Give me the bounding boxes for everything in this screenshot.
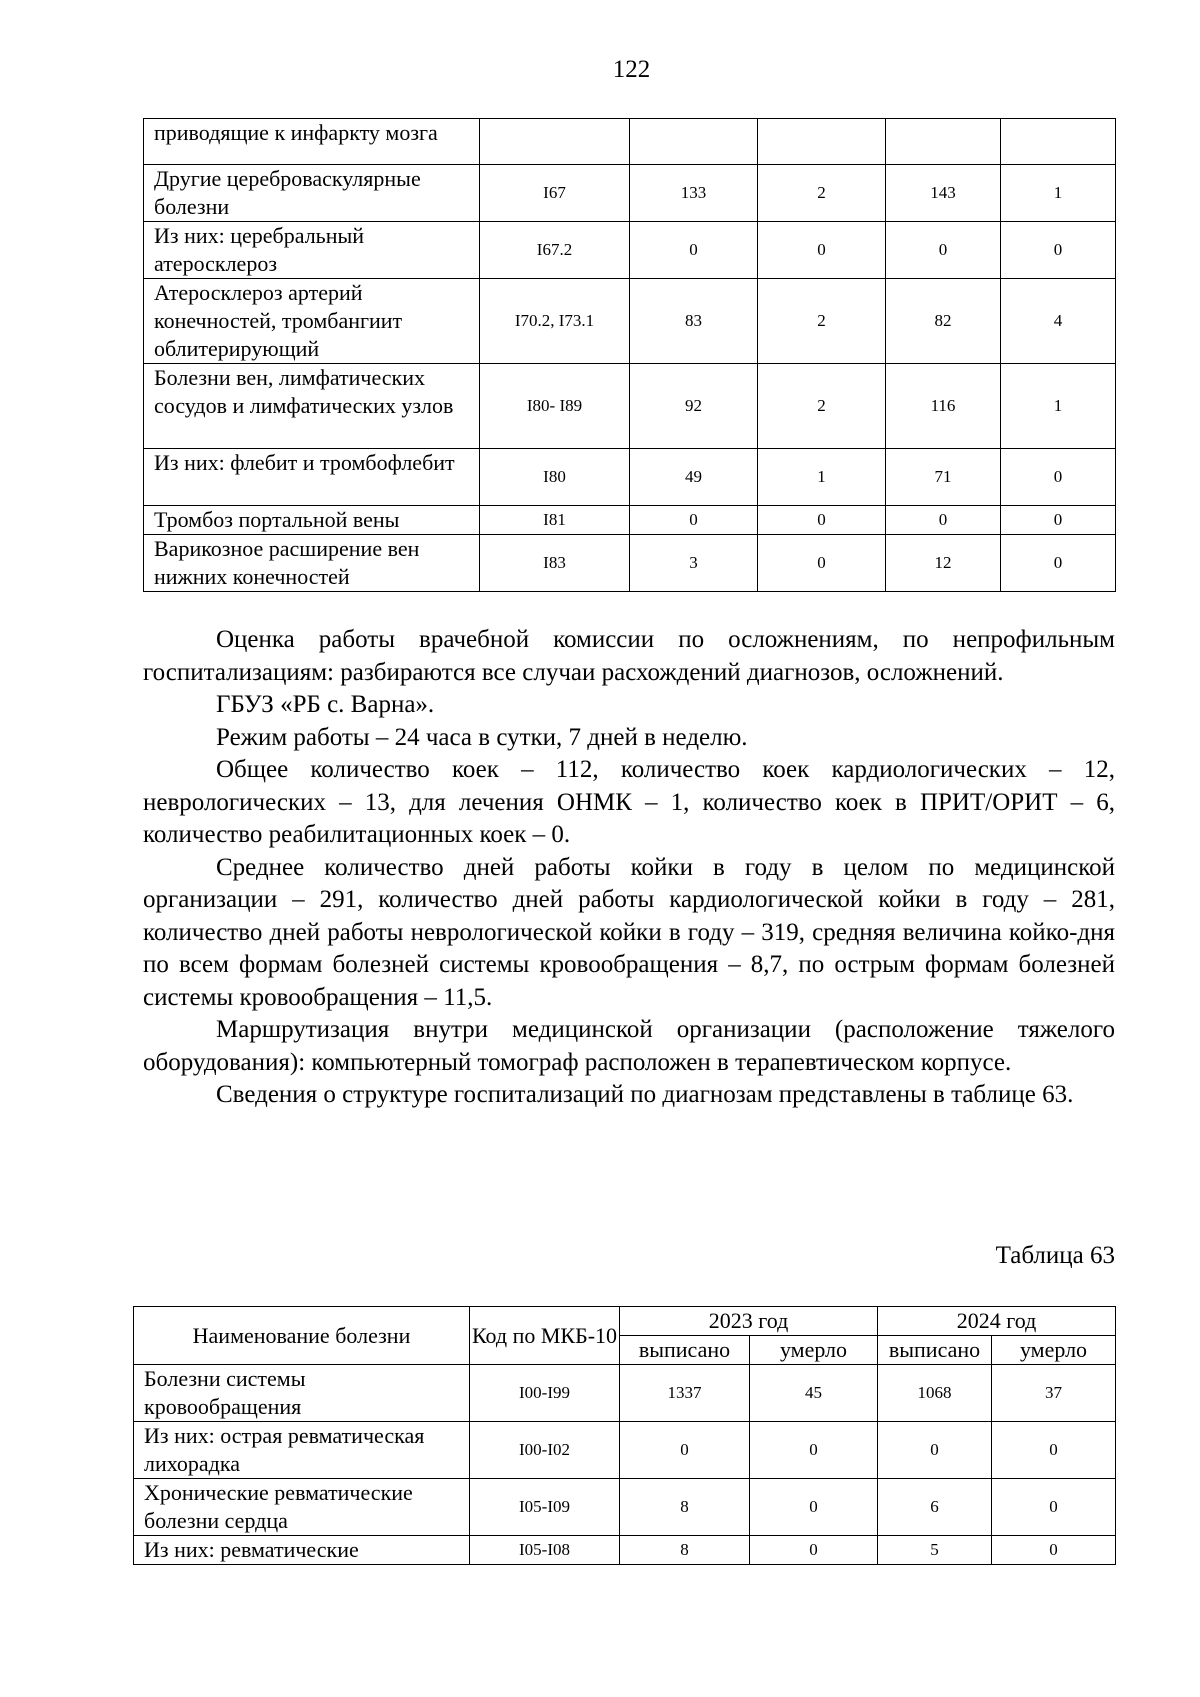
value-cell: 2 (758, 165, 886, 222)
value-cell: 133 (630, 165, 758, 222)
table-row (144, 364, 1116, 449)
header-icd-code: Код по МКБ-10 (470, 1307, 620, 1365)
header-died: умерло (750, 1336, 878, 1365)
page-number: 122 (612, 56, 651, 83)
paragraph: Маршрутизация внутри медицинской организации (расположение тяжелого оборудования): компьютерный томограф расположен в терапевтическом корпусе. (143, 1016, 1115, 1076)
value-cell: 0 (750, 1422, 878, 1479)
value-cell: 0 (992, 1536, 1116, 1565)
value-cell: 0 (620, 1422, 750, 1479)
header-died: умерло (992, 1336, 1116, 1365)
disease-name: Атеросклероз артерий конечностей, тромбангиит облитерирующий (144, 279, 480, 364)
value-cell: 3 (630, 535, 758, 592)
disease-name: Из них: церебральный атеросклероз (144, 222, 480, 279)
value-cell: 1068 (878, 1365, 992, 1422)
value-cell: 0 (886, 506, 1001, 535)
paragraph: Режим работы – 24 часа в сутки, 7 дней в неделю. (216, 723, 748, 751)
value-cell: 116 (886, 364, 1001, 449)
table-row (144, 222, 1116, 279)
icd-code: I00-I99 (470, 1365, 620, 1422)
icd-code: I83 (480, 535, 630, 592)
disease-name: Болезни вен, лимфатических сосудов и лимфатических узлов (144, 364, 480, 449)
value-cell: 0 (1001, 535, 1116, 592)
table-row (144, 449, 1116, 506)
value-cell: 0 (758, 535, 886, 592)
value-cell: 0 (630, 222, 758, 279)
value-cell: 1 (1001, 165, 1116, 222)
value-cell: 45 (750, 1365, 878, 1422)
disease-name: Из них: флебит и тромбофлебит (144, 449, 480, 506)
header-discharged: выписано (620, 1336, 750, 1365)
value-cell: 8 (620, 1479, 750, 1536)
value-cell: 0 (750, 1479, 878, 1536)
value-cell: 8 (620, 1536, 750, 1565)
value-cell: 12 (886, 535, 1001, 592)
disease-name: Из них: ревматические (134, 1536, 470, 1565)
value-cell: 0 (1001, 449, 1116, 506)
table-row (144, 279, 1116, 364)
table-caption: Таблица 63 (995, 1242, 1115, 1269)
value-cell: 0 (1001, 222, 1116, 279)
table-row (144, 535, 1116, 592)
value-cell: 49 (630, 449, 758, 506)
value-cell: 5 (878, 1536, 992, 1565)
disease-name: приводящие к инфаркту мозга (144, 119, 480, 165)
icd-code: I81 (480, 506, 630, 535)
hospitalization-table-63 (133, 1306, 1116, 1565)
paragraph: Общее количество коек – 112, количество коек кардиологических – 12, неврологических – 13, для лечения ОНМК – 1, количество коек в ПРИТ/ОРИТ – 6, количество реабилитационных коек – 0. (143, 756, 1115, 848)
value-cell: 0 (886, 222, 1001, 279)
value-cell: 2 (758, 279, 886, 364)
paragraph: Сведения о структуре госпитализаций по диагнозам представлены в таблице 63. (216, 1081, 1074, 1108)
value-cell: 83 (630, 279, 758, 364)
value-cell: 143 (886, 165, 1001, 222)
value-cell: 4 (1001, 279, 1116, 364)
value-cell: 82 (886, 279, 1001, 364)
icd-code: I05-I08 (470, 1536, 620, 1565)
header-year-2023: 2023 год (620, 1307, 878, 1336)
table-row (144, 119, 1116, 165)
table-row (134, 1479, 1116, 1536)
icd-code: I67 (480, 165, 630, 222)
diagnosis-table-continued (143, 118, 1116, 592)
disease-name: Хронические ревматические болезни сердца (134, 1479, 470, 1536)
disease-name: Болезни системы кровообращения (134, 1365, 470, 1422)
table-row (144, 165, 1116, 222)
value-cell: 1337 (620, 1365, 750, 1422)
value-cell: 71 (886, 449, 1001, 506)
value-cell (758, 119, 886, 165)
value-cell: 1 (1001, 364, 1116, 449)
value-cell: 0 (878, 1422, 992, 1479)
table-row (134, 1365, 1116, 1422)
disease-name: Тромбоз портальной вены (144, 506, 480, 535)
icd-code: I05-I09 (470, 1479, 620, 1536)
icd-code: I70.2, I73.1 (480, 279, 630, 364)
disease-name: Из них: острая ревматическая лихорадка (134, 1422, 470, 1479)
value-cell: 0 (992, 1422, 1116, 1479)
disease-name: Другие цереброваскулярные болезни (144, 165, 480, 222)
disease-name: Варикозное расширение вен нижних конечностей (144, 535, 480, 592)
value-cell: 2 (758, 364, 886, 449)
value-cell: 37 (992, 1365, 1116, 1422)
table-row (134, 1422, 1116, 1479)
icd-code (480, 119, 630, 165)
icd-code: I80- I89 (480, 364, 630, 449)
value-cell (886, 119, 1001, 165)
value-cell: 1 (758, 449, 886, 506)
value-cell: 0 (992, 1479, 1116, 1536)
value-cell: 0 (1001, 506, 1116, 535)
header-disease-name: Наименование болезни (134, 1307, 470, 1365)
value-cell (630, 119, 758, 165)
value-cell: 0 (630, 506, 758, 535)
icd-code: I00-I02 (470, 1422, 620, 1479)
value-cell: 0 (758, 506, 886, 535)
value-cell: 0 (758, 222, 886, 279)
value-cell: 0 (750, 1536, 878, 1565)
value-cell: 92 (630, 364, 758, 449)
header-discharged: выписано (878, 1336, 992, 1365)
table-row (134, 1536, 1116, 1565)
value-cell: 6 (878, 1479, 992, 1536)
table-header-row (134, 1307, 1116, 1336)
paragraph: ГБУЗ «РБ с. Варна». (216, 691, 435, 718)
icd-code: I67.2 (480, 222, 630, 279)
body-text (143, 624, 1115, 1112)
header-year-2024: 2024 год (878, 1307, 1116, 1336)
paragraph: Среднее количество дней работы койки в году в целом по медицинской организации – 291, количество дней работы кардиологической койки в году – 281, количество дней работы неврологической койки в году – 319, средняя величина койко-дня по всем формам болезней системы кровообращения – 8,7, по острым формам болезней системы кровообращения – 11,5. (143, 853, 1115, 1011)
icd-code: I80 (480, 449, 630, 506)
value-cell (1001, 119, 1116, 165)
paragraph: Оценка работы врачебной комиссии по осложнениям, по непрофильным госпитализациям: разбираются все случаи расхождений диагнозов, осложнений. (143, 626, 1115, 686)
table-row (144, 506, 1116, 535)
